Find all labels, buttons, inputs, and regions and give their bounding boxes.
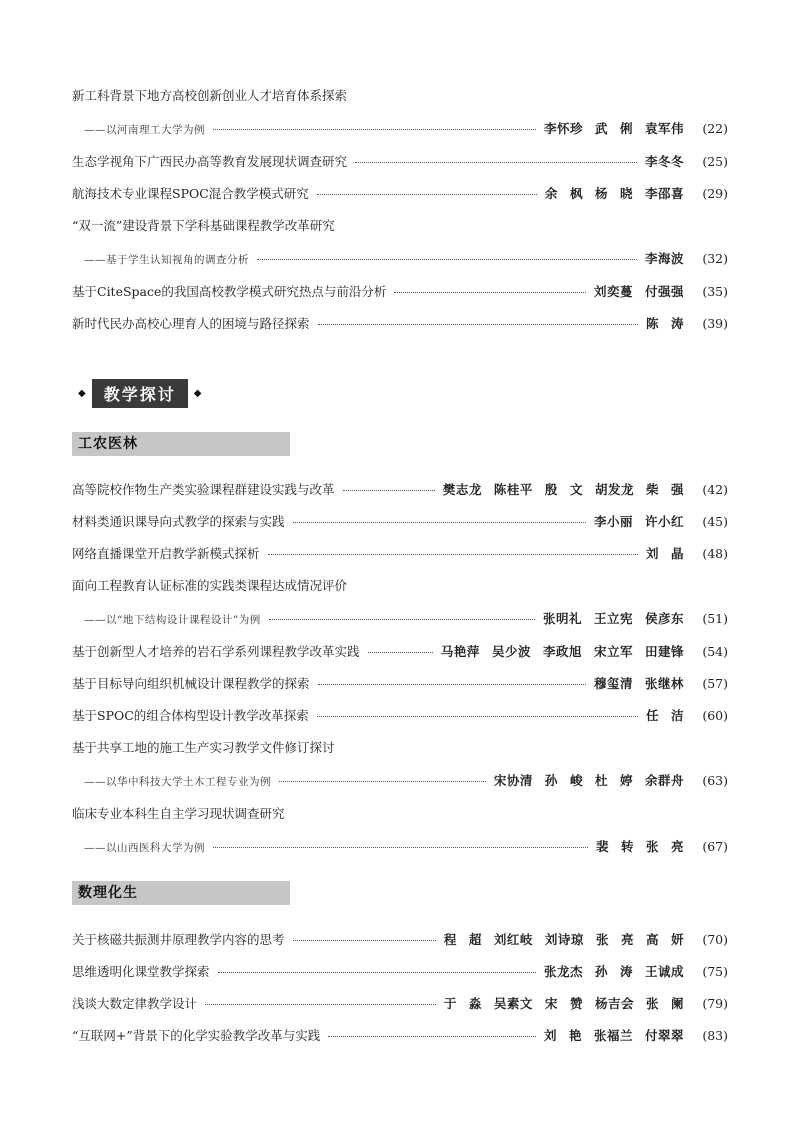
entry-authors: [645, 152, 684, 170]
toc-row: [72, 480, 728, 498]
section-title: 教学探讨: [92, 379, 188, 408]
page-number: (70): [702, 932, 728, 947]
author-name: 柴: [645, 482, 659, 497]
author-name: 吴素文: [493, 996, 533, 1011]
author-name: 田建锋: [644, 644, 684, 659]
entry-subtitle[interactable]: ——以山西医科大学为例: [84, 842, 205, 854]
author-name: 杨吉会: [594, 996, 634, 1011]
entry-authors: [494, 771, 684, 789]
toc-entry[interactable]: [72, 804, 728, 855]
toc-row: [72, 314, 728, 332]
author-name: 亮: [670, 839, 684, 854]
author-name: 张福兰: [593, 1028, 633, 1043]
entry-title[interactable]: 临床专业本科生自主学习现状调查研究: [72, 806, 285, 821]
author-name: 俐: [619, 121, 633, 136]
toc-entry[interactable]: [72, 576, 728, 627]
entry-title[interactable]: “互联网+”背景下的化学实验教学改革与实践: [72, 1028, 321, 1043]
entry-authors: [441, 642, 684, 660]
toc-row: [72, 642, 728, 660]
toc-row: [72, 674, 728, 692]
author-name: 刘: [543, 1028, 557, 1043]
toc-row: [72, 994, 728, 1012]
page-number: (22): [702, 121, 728, 136]
entry-title[interactable]: 高等院校作物生产类实验课程群建设实践与改革: [72, 482, 335, 497]
entry-authors: [543, 609, 684, 627]
entry-authors: [594, 282, 684, 300]
diamond-right-icon: ◆: [193, 387, 202, 399]
author-name: 宋立军: [593, 644, 633, 659]
leader-dots: [328, 1036, 536, 1037]
leader-dots: [293, 522, 586, 523]
author-name: 张: [645, 839, 659, 854]
author-name: 李冬冬: [644, 154, 684, 169]
toc-entry[interactable]: [72, 544, 728, 562]
leader-dots: [317, 194, 537, 195]
entry-authors: [646, 314, 684, 332]
author-name: 晓: [619, 186, 633, 201]
author-name: 武: [594, 121, 608, 136]
author-name: 孙: [544, 773, 558, 788]
toc-row: [72, 706, 728, 724]
toc-row: [72, 1026, 728, 1044]
author-name: 阑: [670, 996, 684, 1011]
author-name: 张: [645, 996, 659, 1011]
author-name: 胡发龙: [594, 482, 634, 497]
author-name: 马艳萍: [440, 644, 480, 659]
author-name: 婷: [619, 773, 633, 788]
author-name: 殷: [544, 482, 558, 497]
leader-dots: [257, 259, 637, 260]
page-number: (54): [702, 644, 728, 659]
toc-entry[interactable]: [72, 642, 728, 660]
entry-authors: [444, 930, 684, 948]
author-name: 余: [544, 186, 558, 201]
page-number: (63): [702, 773, 728, 788]
author-name: 于: [443, 996, 457, 1011]
entry-subtitle[interactable]: ——基于学生认知视角的调查分析: [84, 254, 249, 266]
page-number: (42): [702, 482, 728, 497]
author-name: 峻: [569, 773, 583, 788]
author-name: 李怀珍: [543, 121, 583, 136]
leader-dots: [318, 684, 586, 685]
author-name: 强: [670, 482, 684, 497]
toc-entry[interactable]: [72, 184, 728, 202]
page-number: (45): [702, 514, 728, 529]
page-number: (75): [702, 964, 728, 979]
author-name: 刘诗琼: [544, 932, 584, 947]
author-name: 袁军伟: [644, 121, 684, 136]
entry-title[interactable]: 网络直播课堂开启教学新模式探析: [72, 546, 260, 561]
toc-row-subtitle: [72, 771, 728, 789]
toc-entry[interactable]: [72, 314, 728, 332]
leader-dots: [213, 129, 536, 130]
author-name: 宋协清: [493, 773, 533, 788]
toc-entry[interactable]: [72, 674, 728, 692]
author-name: 陈桂平: [493, 482, 533, 497]
entry-title[interactable]: 新工科背景下地方高校创新创业人才培育体系探索: [72, 88, 348, 103]
author-name: 刘红岐: [493, 932, 533, 947]
author-name: 杜: [594, 773, 608, 788]
subsection-title-2: 数理化生: [72, 881, 290, 905]
page-number: (48): [702, 546, 728, 561]
toc-entry[interactable]: [72, 994, 728, 1012]
entry-title[interactable]: 基于目标导向组织机械设计课程教学的探索: [72, 676, 310, 691]
toc-row-subtitle: [72, 249, 728, 267]
page-number: (67): [702, 839, 728, 854]
entry-authors: [545, 184, 684, 202]
author-name: 高: [645, 932, 659, 947]
toc-row-subtitle: [72, 609, 728, 627]
author-name: 张龙杰: [543, 964, 583, 979]
author-name: 李政旭: [542, 644, 582, 659]
entry-authors: [444, 994, 684, 1012]
leader-dots: [355, 162, 637, 163]
page-number: (25): [702, 154, 728, 169]
toc-entry[interactable]: [72, 86, 728, 137]
toc-row-subtitle: [72, 837, 728, 855]
leader-dots: [368, 652, 433, 653]
author-name: 李海波: [644, 251, 684, 266]
author-name: 王诚成: [644, 964, 684, 979]
entry-authors: [596, 837, 684, 855]
leader-dots: [205, 1004, 436, 1005]
author-name: 付强强: [644, 284, 684, 299]
entry-authors: [594, 674, 684, 692]
author-name: 洁: [670, 708, 684, 723]
author-name: 文: [569, 482, 583, 497]
diamond-left-icon: ◆: [78, 387, 86, 399]
author-name: 余群舟: [644, 773, 684, 788]
toc-entry[interactable]: [72, 512, 728, 530]
entry-title[interactable]: 思维透明化课堂教学探索: [72, 964, 210, 979]
entry-authors: [443, 480, 684, 498]
author-name: 许小红: [644, 514, 684, 529]
author-name: 李邵喜: [644, 186, 684, 201]
entry-subtitle[interactable]: ——以河南理工大学为例: [84, 124, 205, 136]
author-name: 裴: [595, 839, 609, 854]
leader-dots: [293, 940, 436, 941]
author-name: 刘: [645, 546, 659, 561]
entry-title[interactable]: “双一流”建设背景下学科基础课程教学改革研究: [72, 218, 335, 233]
author-name: 转: [620, 839, 634, 854]
toc-row: [72, 930, 728, 948]
leader-dots: [343, 490, 435, 491]
author-name: 宋: [544, 996, 558, 1011]
leader-dots: [317, 716, 638, 717]
author-name: 刘奕蔓: [593, 284, 633, 299]
toc-row: [72, 152, 728, 170]
entry-authors: [646, 706, 684, 724]
author-name: 赞: [569, 996, 583, 1011]
author-name: 吴少波: [491, 644, 531, 659]
entry-title[interactable]: 基于创新型人才培养的岩石学系列课程教学改革实践: [72, 644, 360, 659]
leader-dots: [269, 619, 535, 620]
entry-title[interactable]: 航海技术专业课程SPOC混合教学模式研究: [72, 186, 309, 201]
author-name: 涛: [619, 964, 633, 979]
author-name: 淼: [468, 996, 482, 1011]
page-number: (83): [702, 1028, 728, 1043]
toc-row: [72, 512, 728, 530]
toc-entry[interactable]: [72, 216, 728, 267]
leader-dots: [279, 781, 486, 782]
page-number: (57): [702, 676, 728, 691]
toc-row-subtitle: [72, 119, 728, 137]
page-number: (39): [702, 316, 728, 331]
author-name: 付翠翠: [644, 1028, 684, 1043]
author-name: 张继林: [644, 676, 684, 691]
author-name: 晶: [670, 546, 684, 561]
entry-authors: [544, 1026, 684, 1044]
author-name: 李小丽: [593, 514, 633, 529]
leader-dots: [318, 324, 638, 325]
subsection-title-1: 工农医林: [72, 432, 290, 456]
entry-title[interactable]: 浅谈大数定律教学设计: [72, 996, 198, 1011]
author-name: 张: [595, 932, 609, 947]
entry-title[interactable]: 面向工程教育认证标准的实践类课程达成情况评价: [72, 578, 348, 593]
author-name: 枫: [569, 186, 583, 201]
author-name: 涛: [670, 316, 684, 331]
entry-authors: [594, 512, 684, 530]
author-name: 任: [645, 708, 659, 723]
author-name: 妍: [670, 932, 684, 947]
author-name: 艳: [568, 1028, 582, 1043]
leader-dots: [394, 292, 586, 293]
author-name: 穆玺清: [593, 676, 633, 691]
toc-row: [72, 544, 728, 562]
entry-title[interactable]: 生态学视角下广西民办高等教育发展现状调查研究: [72, 154, 348, 169]
toc-entry[interactable]: [72, 706, 728, 724]
page-number: (51): [702, 611, 728, 626]
entry-title[interactable]: 新时代民办高校心理育人的困境与路径探索: [72, 316, 310, 331]
toc-entry[interactable]: [72, 738, 728, 789]
author-name: 程: [443, 932, 457, 947]
entry-authors: [645, 249, 684, 267]
page-number: (32): [702, 251, 728, 266]
toc-entry[interactable]: [72, 282, 728, 300]
toc-entry[interactable]: [72, 1026, 728, 1044]
toc-row: [72, 962, 728, 980]
toc-entry[interactable]: [72, 152, 728, 170]
page-number: (60): [702, 708, 728, 723]
page-number: (35): [702, 284, 728, 299]
entry-subtitle[interactable]: ——以“地下结构设计课程设计”为例: [84, 614, 261, 626]
entry-title[interactable]: 基于SPOC的组合体构型设计教学改革探索: [72, 708, 309, 723]
toc-entry[interactable]: [72, 480, 728, 498]
author-name: 超: [468, 932, 482, 947]
toc-row: [72, 184, 728, 202]
page-number: (29): [702, 186, 728, 201]
author-name: 樊志龙: [442, 482, 482, 497]
page-number: (79): [702, 996, 728, 1011]
leader-dots: [218, 972, 536, 973]
author-name: 杨: [594, 186, 608, 201]
entry-title[interactable]: 基于共享工地的施工生产实习教学文件修订探讨: [72, 740, 335, 755]
entry-title[interactable]: 关于核磁共振测井原理教学内容的思考: [72, 932, 285, 947]
author-name: 侯彦东: [644, 611, 684, 626]
toc-entry[interactable]: [72, 930, 728, 948]
entry-authors: [544, 962, 684, 980]
author-name: 亮: [620, 932, 634, 947]
author-name: 陈: [645, 316, 659, 331]
leader-dots: [268, 554, 638, 555]
leader-dots: [213, 847, 588, 848]
entry-authors: [646, 544, 684, 562]
author-name: 张明礼: [542, 611, 582, 626]
toc-entry[interactable]: [72, 962, 728, 980]
entry-title[interactable]: 基于CiteSpace的我国高校教学模式研究热点与前沿分析: [72, 284, 387, 299]
toc-row: [72, 282, 728, 300]
entry-title[interactable]: 材料类通识课导向式教学的探索与实践: [72, 514, 285, 529]
author-name: 王立宪: [593, 611, 633, 626]
entry-subtitle[interactable]: ——以华中科技大学土木工程专业为例: [84, 776, 271, 788]
entry-authors: [544, 119, 684, 137]
author-name: 孙: [594, 964, 608, 979]
section-header: [72, 378, 207, 408]
